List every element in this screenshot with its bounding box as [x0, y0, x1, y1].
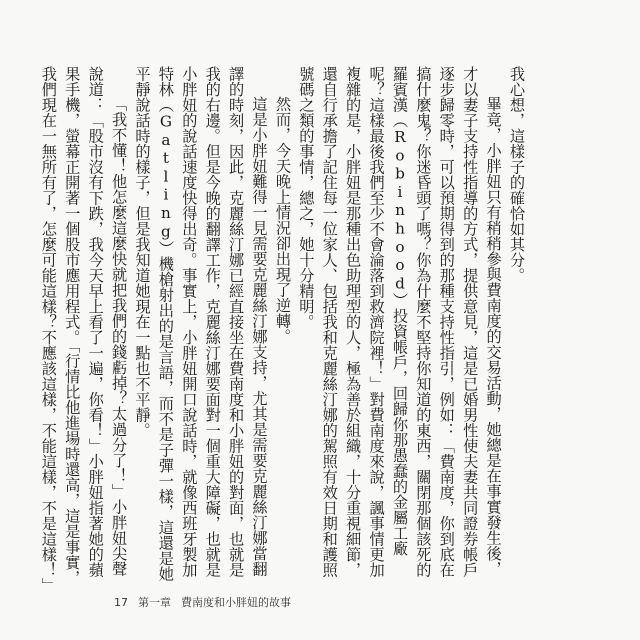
chapter-title: 費南度和小胖妞的故事 — [181, 596, 291, 609]
chapter-label: 第一章 — [138, 596, 171, 609]
body-text — [36, 66, 528, 593]
page-footer — [114, 594, 291, 610]
paragraph: 「我不懂！他怎麼這麼快就把我們的錢虧掉？太過分了！」小胖妞尖聲說道：「股市沒有下跌，我今天早上看了一遍，你看！」小胖妞指著她的蘋果手機，螢幕正開著一個股市應用程式。「行情比他進場時還高，這是事實，我們現在一無所有了，怎麼可能這樣？不應該這樣，不能這樣，不是這樣！」 — [39, 66, 129, 593]
paragraph: 然而，今天晚上情況卻出現了逆轉。 — [273, 96, 292, 345]
paragraph: 畢竟，小胖妞只有稍稍參與費南度的交易活動，她總是在事實發生後，才以妻子支持性指導的方式，提供意見，這是已婚男性使夫妻共同證券帳戶逐步歸零時，可以預期得到的那種支持性指引，例如：「費南度，你到底在搞什麼鬼？你迷昏頭了嗎？你為什麼不堅持你知道的東西，關閉那個該死的羅賓漢（Robinhood）投資帳戶，回歸你那愚蠢的金屬工廠呢？這樣最後我們至少不會淪落到救濟院裡！」對費南度來說，諷事情更加複雜的是，小胖妞是那種出色助理型的人，極為善於組織，十分重視細節，還自行承擔了記住每一位家人、包括我和克麗絲汀娜的駕照有效日期和護照號碼之類的事情，總之，她十分精明。 — [297, 66, 503, 578]
paragraph: 這是小胖妞難得一見需要克麗絲汀娜支持，尤其是需要克麗絲汀娜當翻譯的時刻，因此，克麗絲汀娜已經直接坐在費南度和小胖妞的對面，也就是我的右邊。但是今晚的翻譯工作，克麗絲汀娜要面對一個重大障礙，也就是小胖妞的說話速度快得出奇。事實上，小胖妞開口說話時，就像西班牙製加特林（Gatling）機槍射出的是言語，而不是子彈一樣，這還是她平靜說話時的樣子，但是我知道她現在一點也不平靜。 — [133, 66, 269, 582]
page-number: 17 — [114, 596, 128, 609]
paragraph: 我心想，這樣子的確恰如其分。 — [508, 66, 526, 283]
